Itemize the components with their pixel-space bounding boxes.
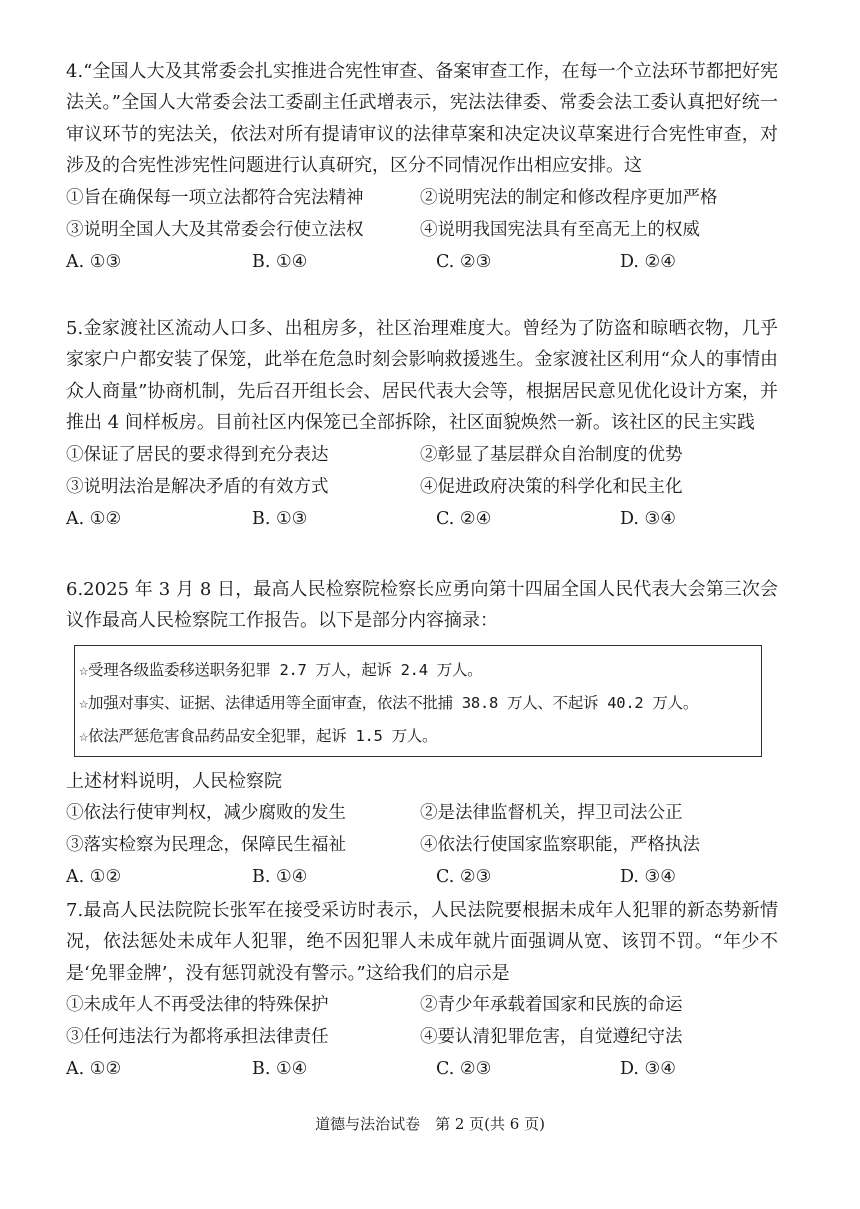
question-6-lead: 上述材料说明，人民检察院 [66, 771, 282, 792]
question-6-option-3: ③落实检察为民理念，保障民生福祉 [66, 835, 346, 856]
question-6-answer-d: D. ③④ [620, 867, 676, 888]
question-4-option-4: ④说明我国宪法具有至高无上的权威 [420, 219, 700, 240]
question-7-answers [66, 1053, 778, 1085]
question-6-options-row-2 [66, 829, 778, 861]
question-6-choices [66, 766, 778, 893]
question-5-options-row-1 [66, 439, 778, 471]
question-5-option-2: ②彰显了基层群众自治制度的优势 [420, 444, 683, 465]
report-excerpt-line-3: ☆依法严惩危害食品药品安全犯罪，起诉 1.5 万人。 [79, 727, 438, 745]
question-6 [66, 574, 778, 637]
question-4-option-1: ①旨在确保每一项立法都符合宪法精神 [66, 187, 364, 208]
question-6-option-2: ②是法律监督机关，捍卫司法公正 [420, 803, 683, 824]
question-5-option-1: ①保证了居民的要求得到充分表达 [66, 444, 329, 465]
question-7-options-row-1 [66, 989, 778, 1021]
question-6-answer-c: C. ②③ [436, 867, 492, 888]
question-5-stem: 5.金家渡社区流动人口多、出租房多，社区治理难度大。曾经为了防盗和晾晒衣物，几乎家家户户都安装了保笼，此举在危急时刻会影响救援逃生。金家渡社区利用“众人的事情由众人商量”协商机制，先后召开组长会、居民代表大会等，根据居民意见优化设计方案，并推出 4 间样板房。目前社区内保笼已全部拆除，社区面貌焕然一新。该社区的民主实践 [66, 318, 778, 434]
question-6-options-row-1 [66, 797, 778, 829]
question-6-answer-b: B. ①④ [252, 867, 308, 888]
question-6-option-4: ④依法行使国家监察职能，严格执法 [420, 835, 700, 856]
question-4-option-3: ③说明全国人大及其常委会行使立法权 [66, 219, 364, 240]
question-4-stem: 4.“全国人大及其常委会扎实推进合宪性审查、备案审查工作，在每一个立法环节都把好宪法关。”全国人大常委会法工委副主任武增表示，宪法法律委、常委会法工委认真把好统一审议环节的宪法关，依法对所有提请审议的法律草案和决定决议草案进行合宪性审查，对涉及的合宪性涉宪性问题进行认真研究，区分不同情况作出相应安排。这 [66, 61, 778, 177]
question-5-answer-c: C. ②④ [436, 508, 492, 529]
report-excerpt-line-1: ☆受理各级监委移送职务犯罪 2.7 万人，起诉 2.4 万人。 [79, 661, 483, 679]
question-7-options-row-2 [66, 1021, 778, 1053]
question-4-answer-d: D. ②④ [620, 251, 676, 272]
question-7-option-1: ①未成年人不再受法律的特殊保护 [66, 995, 329, 1016]
question-4 [66, 56, 778, 278]
question-4-answers [66, 246, 778, 278]
question-7-option-2: ②青少年承载着国家和民族的命运 [420, 995, 683, 1016]
question-5-option-3: ③说明法治是解决矛盾的有效方式 [66, 476, 329, 497]
page-footer: 道德与法治试卷 第 2 页(共 6 页) [315, 1115, 545, 1133]
report-excerpt-box [74, 645, 762, 757]
question-5-option-4: ④促进政府决策的科学化和民主化 [420, 476, 683, 497]
question-5-answer-d: D. ③④ [620, 508, 676, 529]
question-6-stem: 6.2025 年 3 月 8 日，最高人民检察院检察长应勇向第十四届全国人民代表大会第三次会议作最高人民检察院工作报告。以下是部分内容摘录： [66, 579, 778, 632]
question-4-options-row-1 [66, 182, 778, 214]
question-5-options-row-2 [66, 471, 778, 503]
question-7-option-4: ④要认清犯罪危害，自觉遵纪守法 [420, 1027, 683, 1048]
question-7-answer-c: C. ②③ [436, 1059, 492, 1080]
question-6-answer-a: A. ①② [66, 867, 122, 888]
question-5-answer-a: A. ①② [66, 508, 122, 529]
question-6-answers [66, 861, 778, 893]
report-excerpt-line-2: ☆加强对事实、证据、法律适用等全面审查，依法不批捕 38.8 万人、不起诉 40.2 万人。 [79, 694, 699, 712]
question-7-option-3: ③任何违法行为都将承担法律责任 [66, 1027, 329, 1048]
question-4-answer-c: C. ②③ [436, 251, 492, 272]
question-7 [66, 895, 778, 1085]
question-4-option-2: ②说明宪法的制定和修改程序更加严格 [420, 187, 718, 208]
question-6-option-1: ①依法行使审判权，减少腐败的发生 [66, 803, 346, 824]
question-7-stem: 7.最高人民法院院长张军在接受采访时表示，人民法院要根据未成年人犯罪的新态势新情况，依法惩处未成年人犯罪，绝不因犯罪人未成年就片面强调从宽、该罚不罚。“年少不是‘免罪金牌’，没有惩罚就没有警示。”这给我们的启示是 [66, 900, 778, 984]
question-5-answers [66, 503, 778, 535]
question-7-answer-d: D. ③④ [620, 1059, 676, 1080]
question-5-answer-b: B. ①③ [252, 508, 308, 529]
question-7-answer-b: B. ①④ [252, 1059, 308, 1080]
question-4-options-row-2 [66, 214, 778, 246]
question-5 [66, 313, 778, 535]
question-4-answer-b: B. ①④ [252, 251, 308, 272]
question-4-answer-a: A. ①③ [66, 251, 122, 272]
question-7-answer-a: A. ①② [66, 1059, 122, 1080]
